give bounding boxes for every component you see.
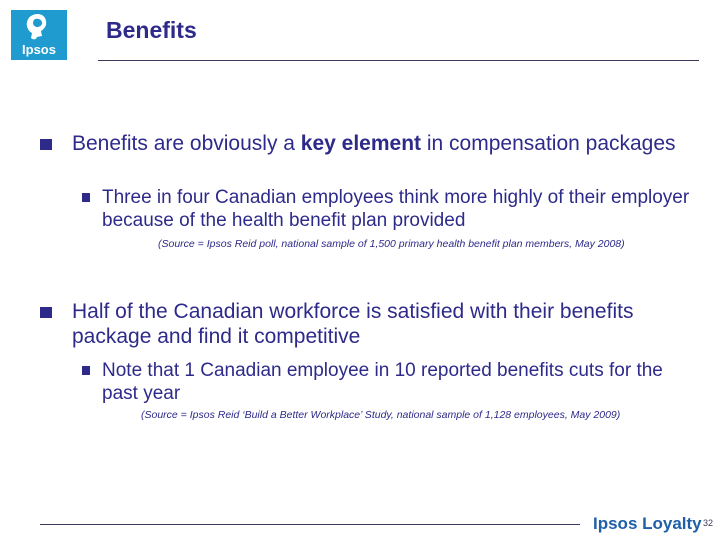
footer-brand: Ipsos Loyalty: [593, 514, 702, 533]
square-bullet-icon: [40, 307, 52, 318]
bullet-1-emphasis: key element: [300, 132, 422, 155]
square-bullet-icon: [40, 139, 52, 150]
ipsos-logo: [11, 10, 67, 60]
source-note-2: (Source = Ipsos Reid ‘Build a Better Workplace’ Study, national sample of 1,128 employees, May 2009): [141, 409, 621, 421]
bullet-1-text-after: in compensation packages: [421, 132, 676, 155]
slide-title: Benefits: [106, 17, 197, 43]
sub-bullet-2-text: Note that 1 Canadian employee in 10 reported benefits cuts for the past year: [102, 360, 663, 404]
bullet-2-text: Half of the Canadian workforce is satisfied with their benefits package and find it competitive: [72, 300, 634, 348]
sub-bullet-1-text: Three in four Canadian employees think more highly of their employer because of the health benefit plan provided: [102, 187, 690, 231]
bullet-1-text-before: Benefits are obviously a: [72, 132, 301, 155]
square-subbullet-icon: [82, 366, 90, 375]
sub-bullet-2: [82, 359, 702, 405]
bullet-2: [40, 299, 700, 349]
bullet-1-text: [72, 131, 700, 156]
bullet-1: [40, 131, 700, 156]
source-note-1: (Source = Ipsos Reid poll, national sample of 1,500 primary health benefit plan members, May 2008): [158, 238, 625, 250]
page-number: 32: [703, 518, 714, 528]
square-subbullet-icon: [82, 193, 90, 202]
title-divider: [98, 60, 699, 61]
footer-divider: [40, 524, 580, 525]
logo-wordmark: Ipsos: [22, 42, 56, 57]
sub-bullet-1: [82, 186, 702, 232]
